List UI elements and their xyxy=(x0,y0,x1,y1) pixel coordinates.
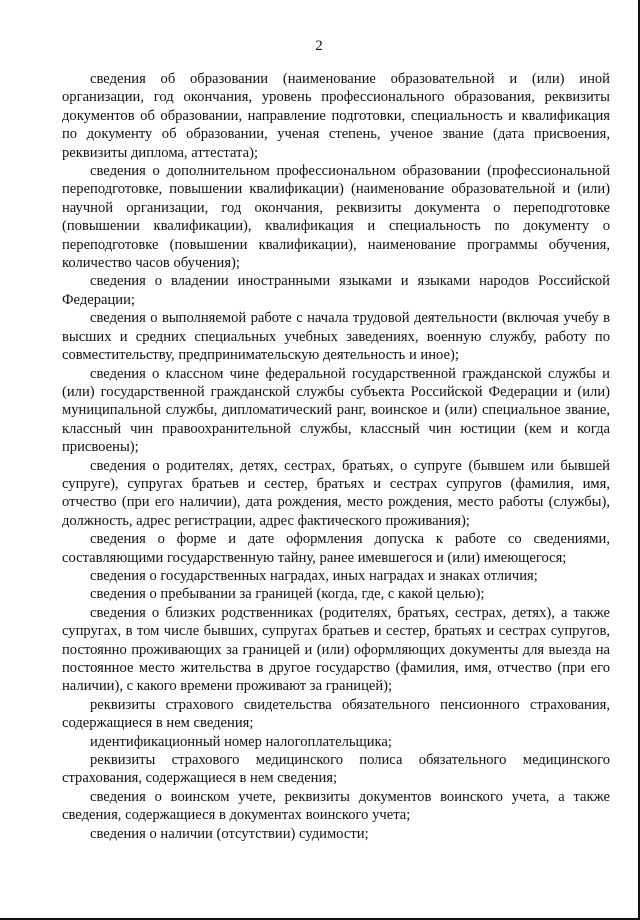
paragraph-additional-education: сведения о дополнительном профессиональном образовании (профессиональной переподготовке, повышении квалификации) (наименование образовательной и (или) научной организации, год окончания, реквизиты документа о переподготовке (повышении квалификации), квалификация и специальность по документу о переподготовке (повышении квалификации), наименование программы обучения, количество часов обучения); xyxy=(62,163,610,272)
paragraph-languages: сведения о владении иностранными языками и языками народов Российской Федерации; xyxy=(62,273,610,308)
paragraph-criminal-record: сведения о наличии (отсутствии) судимости; xyxy=(90,825,369,842)
paragraph-relatives: сведения о родителях, детях, сестрах, братьях, о супруге (бывшем или бывшей супруге), супругах братьев и сестер, братьях и сестрах супругов (фамилия, имя, отчество (при его наличии), дата рождения, место рождения, место работы (службы), должность, адрес регистрации, адрес фактического проживания); xyxy=(62,457,610,529)
paragraph-tax-id: идентификационный номер налогоплательщика; xyxy=(90,733,392,750)
paragraph-class-rank: сведения о классном чине федеральной государственной гражданской службы и (или) государственной гражданской службы субъекта Российской Федерации и (или) муниципальной службы, дипломатический ранг, воинское и (или) специальное звание, классный чин правоохранительной службы, классный чин юстиции (кем и когда присвоены); xyxy=(62,365,610,456)
paragraph-work-history: сведения о выполняемой работе с начала трудовой деятельности (включая учебу в высших и средних специальных учебных заведениях, военную службу, работу по совместительству, предпринимательскую деятельность и иное); xyxy=(62,310,610,364)
paragraph-secret-clearance: сведения о форме и дате оформления допуска к работе со сведениями, составляющими государственную тайну, ранее имевшегося и (или) имеющегося; xyxy=(62,531,610,566)
page-number: 2 xyxy=(315,38,323,54)
paragraph-relatives-abroad: сведения о близких родственниках (родителях, братьях, сестрах, детях), а также супругах, в том числе бывших, супругах братьев и сестер, братьях и сестрах супругов, постоянно проживающих за границей и (или) оформляющих документы для выезда на постоянное место жительства в другое государство (фамилия, имя, отчество (при его наличии), с какого времени проживают за границей); xyxy=(62,604,610,695)
paragraph-pension-insurance: реквизиты страхового свидетельства обязательного пенсионного страхования, содержащиеся в нем сведения; xyxy=(62,696,610,732)
paragraph-medical-insurance: реквизиты страхового медицинского полиса обязательного медицинского страхования, содержащиеся в нем сведения; xyxy=(62,752,610,787)
paragraph-awards: сведения о государственных наградах, иных наградах и знаках отличия; xyxy=(90,567,538,584)
paragraph-military-registration: сведения о воинском учете, реквизиты документов воинского учета, а также сведения, содержащиеся в документах воинского учета; xyxy=(62,788,610,824)
document-body xyxy=(62,70,610,843)
paragraph-education: сведения об образовании (наименование образовательной и (или) иной организации, год окончания, уровень профессионального образования, реквизиты документов об образовании, направление подготовки, специальность и квалификация по документу об образовании, ученая степень, ученое звание (дата присвоения, реквизиты диплома, аттестата); xyxy=(62,71,610,161)
paragraph-abroad-stays: сведения о пребывании за границей (когда, где, с какой целью); xyxy=(90,586,485,603)
